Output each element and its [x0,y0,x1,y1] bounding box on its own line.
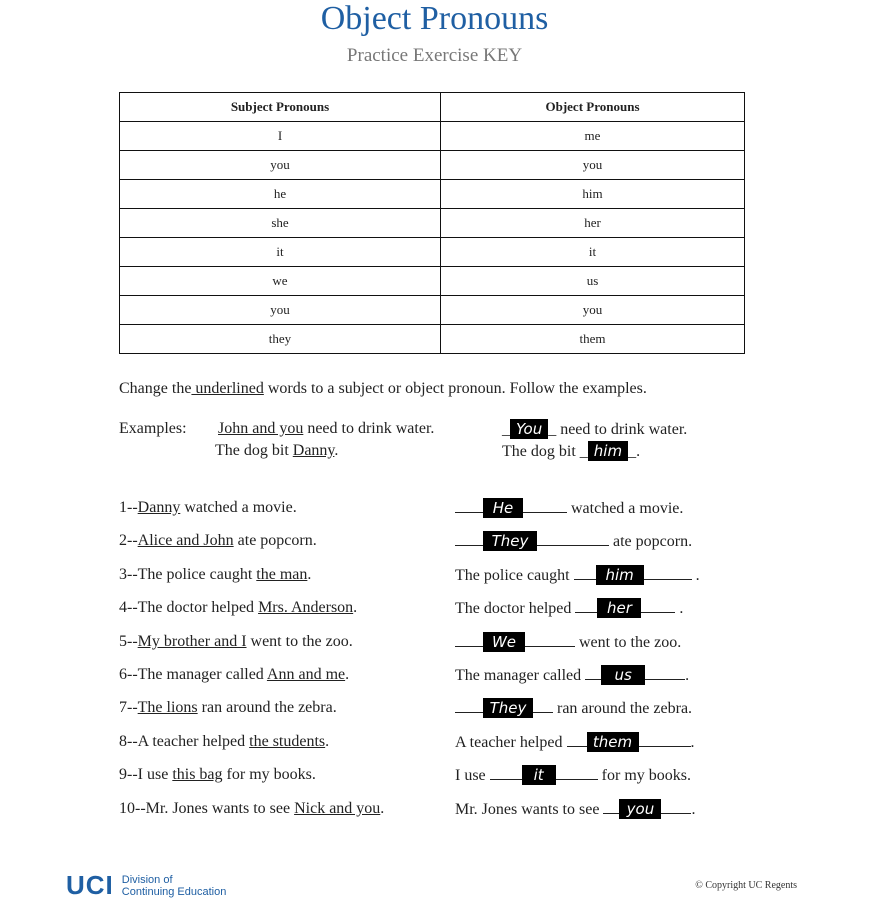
answer-pre: A teacher helped [455,734,567,751]
exercise-answer [455,698,692,718]
table-cell: we [120,267,441,296]
exercise-post: . [325,733,330,750]
exercise-post: watched a movie. [180,499,297,516]
exercise-number: 10-- [119,800,146,817]
exercise-post: . [380,800,385,817]
exercise-underlined: Mrs. Anderson [258,599,354,616]
answer-box: you [619,799,661,819]
answer-post: . [675,600,684,617]
table-cell: you [441,151,745,180]
exercise-answer [455,531,692,551]
answer-blank [645,665,685,680]
table-header-row [120,93,745,122]
answer-blank [490,765,522,780]
table-row [120,267,745,296]
table-row [120,122,745,151]
answer-blank [533,698,553,713]
uci-logo [66,870,226,901]
instructions-post: words to a subject or object pronoun. Follow the examples. [263,380,647,397]
answer-pre: The manager called [455,667,586,684]
exercise-pre: I use [137,766,173,783]
example-2-answer [502,441,640,461]
table-row [120,238,745,267]
table-row [120,151,745,180]
exercise-question [119,733,329,751]
exercise-pre: The police caught [137,566,257,583]
exercise-number: 3-- [119,566,138,583]
table-row [120,209,745,238]
example-underlined: Danny [292,442,335,459]
exercise-question [119,699,337,717]
answer-box: her [597,598,641,618]
exercise-pre: The doctor helped [137,599,259,616]
table-cell: you [120,151,441,180]
exercise-question [119,532,317,550]
answer-blank [523,498,567,513]
answer-post: ran around the zebra. [553,700,693,717]
instructions [119,380,647,398]
exercise-answer [455,498,683,518]
answer-box: him [588,441,628,461]
table-cell: he [120,180,441,209]
exercise-pre: Mr. Jones wants to see [145,800,295,817]
answer-blank [537,531,609,546]
answer-pre: Mr. Jones wants to see [455,801,604,818]
table-cell: it [441,238,745,267]
exercise-question [119,566,311,584]
exercise-post: ate popcorn. [233,532,317,549]
answer-blank [556,765,598,780]
answer-post: watched a movie. [567,500,684,517]
exercise-post: . [307,566,312,583]
exercise-pre: A teacher helped [137,733,250,750]
table-cell: them [441,325,745,354]
exercise-number: 8-- [119,733,138,750]
answer-box: them [587,732,639,752]
answer-blank [644,565,692,580]
exercise-question [119,800,384,818]
exercise-post: ran around the zebra. [197,699,337,716]
exercise-post: . [353,599,358,616]
answer-post: ate popcorn. [609,533,693,550]
answer-post: . [691,567,700,584]
table-cell: her [441,209,745,238]
answer-blank [455,531,483,546]
table-cell: him [441,180,745,209]
answer-blank [455,498,483,513]
exercise-number: 7-- [119,699,138,716]
exercise-number: 2-- [119,532,138,549]
exercise-underlined: the students [249,733,326,750]
table-row [120,296,745,325]
table-cell: us [441,267,745,296]
header-subject: Subject Pronouns [120,93,441,122]
answer-blank [574,565,596,580]
exercise-number: 6-- [119,666,138,683]
division-line2: Continuing Education [121,885,227,898]
copyright: © Copyright UC Regents [695,880,797,891]
exercise-underlined: Nick and you [294,800,381,817]
answer-blank [639,732,691,747]
answer-box: it [522,765,556,785]
answer-blank [455,632,483,647]
answer-post: . [691,801,696,818]
table-row [120,180,745,209]
exercise-question [119,599,357,617]
division-text [122,874,227,898]
exercise-post: went to the zoo. [246,633,353,650]
answer-box: He [483,498,523,518]
examples-label: Examples: [119,420,187,437]
example-rest: . [334,442,339,459]
exercise-question [119,633,353,651]
exercise-answer [455,765,691,785]
answer-box: him [596,565,644,585]
answer-blank [585,665,601,680]
example-answer-pre: The dog bit _ [502,443,588,460]
example-rest: need to drink water. [303,420,435,437]
answer-pre: I use [455,767,490,784]
exercise-answer [455,632,681,652]
example-answer-rest: _. [628,443,641,460]
table-cell: she [120,209,441,238]
table-row [120,325,745,354]
exercise-answer [455,565,700,585]
exercise-question [119,766,316,784]
exercise-underlined: Ann and me [266,666,346,683]
exercise-question [119,499,297,517]
answer-blank [455,698,483,713]
exercise-answer [455,598,683,618]
division-line1: Division of [121,873,173,886]
answer-blank [661,799,691,814]
table-cell: me [441,122,745,151]
example-1-sentence [218,420,434,438]
exercise-number: 4-- [119,599,138,616]
answer-box: us [601,665,645,685]
exercise-underlined: this bag [172,766,223,783]
table-cell: they [120,325,441,354]
table-cell: it [120,238,441,267]
pronoun-table [119,92,745,354]
answer-post: . [685,667,690,684]
uci-logo-text: UCI [66,870,114,900]
answer-box: You [510,419,548,439]
exercise-post: for my books. [222,766,316,783]
answer-pre: The doctor helped [455,600,576,617]
exercise-underlined: Danny [137,499,181,516]
answer-post: . [690,734,695,751]
answer-post: went to the zoo. [575,634,682,651]
exercise-pre: The manager called [137,666,267,683]
exercise-answer [455,665,689,685]
exercise-post: . [345,666,350,683]
exercise-number: 9-- [119,766,138,783]
answer-blank [603,799,619,814]
example-2-sentence [215,442,338,460]
answer-pre: The police caught [455,567,574,584]
table-cell: you [441,296,745,325]
answer-post: for my books. [597,767,691,784]
exercise-number: 1-- [119,499,138,516]
example-answer-rest: _ need to drink water. [548,421,688,438]
page-subtitle: Practice Exercise KEY [346,45,523,66]
exercise-underlined: the man [256,566,308,583]
answer-box: We [483,632,525,652]
exercise-answer [455,799,695,819]
exercise-number: 5-- [119,633,138,650]
answer-box: They [483,531,537,551]
answer-blank [567,732,587,747]
answer-box: They [483,698,533,718]
answer-blank [575,598,597,613]
header-object: Object Pronouns [441,93,745,122]
answer-blank [525,632,575,647]
exercise-answer [455,732,695,752]
table-cell: you [120,296,441,325]
exercise-underlined: The lions [137,699,198,716]
instructions-underlined: underlined [191,380,264,397]
example-underlined: John and you [218,420,304,437]
answer-blank [641,598,675,613]
instructions-pre: Change the [119,380,192,397]
exercise-underlined: Alice and John [137,532,234,549]
table-cell: I [120,122,441,151]
example-pre: The dog bit [215,442,293,459]
exercise-underlined: My brother and I [137,633,247,650]
exercise-question [119,666,349,684]
example-1-answer: _ You _ need to drink water. [502,420,688,438]
page-title: Object Pronouns [320,0,549,37]
